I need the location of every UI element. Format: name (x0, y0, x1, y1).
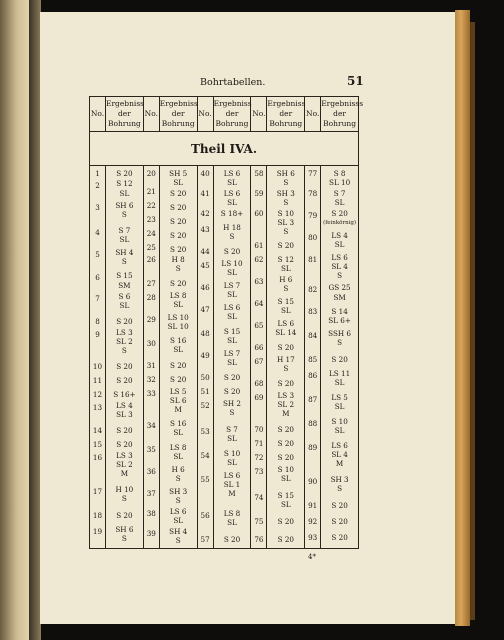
table-body-row (90, 166, 359, 545)
boring-result: LS 5 (331, 393, 348, 402)
boring-result: S 20 (277, 343, 294, 352)
page-number: 51 (347, 74, 364, 88)
boring-result: S 20 (116, 169, 133, 178)
boring-result: SL 2 (116, 460, 133, 469)
boring-result: SH 6 (115, 201, 134, 210)
header-no: No. (143, 97, 159, 132)
boring-result: S 8 (333, 169, 346, 178)
boring-result: S 20 (277, 241, 294, 250)
boring-result: S (337, 338, 343, 347)
boring-number: 88 (308, 419, 318, 428)
boring-number: 67 (254, 357, 264, 366)
boring-number: 62 (254, 255, 264, 264)
boring-result: S (229, 408, 235, 417)
boring-result: S 15 (223, 327, 241, 336)
boring-number: 76 (254, 535, 264, 544)
boring-number: 64 (254, 299, 264, 308)
boring-number: 91 (308, 501, 318, 510)
boring-number: 40 (200, 169, 210, 178)
boring-result: LS 11 (329, 369, 351, 378)
boring-result: SL (227, 434, 237, 443)
boring-result: SL (280, 474, 291, 483)
boring-result: SH 5 (169, 169, 188, 178)
boring-result: LS 5 (169, 387, 187, 396)
boring-result: S 12 (277, 255, 294, 264)
header-result: Ergebniss der Bohrung (106, 97, 144, 132)
header-no: No. (305, 97, 321, 132)
boring-result: SH 3 (169, 487, 188, 496)
boring-result: LS 6 (223, 303, 241, 312)
boring-result: SM (333, 293, 346, 302)
boring-number: 10 (92, 362, 103, 371)
boring-number: 2 (95, 181, 100, 190)
boring-result: LS 3 (116, 328, 133, 337)
boring-result: LS 7 (223, 281, 241, 290)
boring-number: 35 (146, 445, 156, 454)
boring-number: 58 (254, 169, 264, 178)
result-column (106, 166, 143, 544)
boring-result: S 7 (333, 189, 346, 198)
boring-result: S (283, 364, 289, 373)
boring-result: S 20 (277, 425, 294, 434)
boring-result: S 15 (277, 297, 294, 306)
boring-number: 20 (146, 169, 156, 178)
boring-result: S 7 (118, 226, 131, 235)
boring-number: 66 (254, 343, 264, 352)
boring-result: SL (227, 458, 237, 467)
header-result: Ergebniss der Bohrung (213, 97, 251, 132)
boring-result: LS 6 (223, 189, 241, 198)
boring-result: S 10 (277, 209, 294, 218)
boring-result: LS 4 (116, 401, 133, 410)
boring-number: 46 (200, 283, 210, 292)
boring-number: 43 (200, 225, 210, 234)
boring-number: 79 (308, 211, 318, 220)
boring-result: H 8 (171, 255, 185, 264)
boring-result: SL 10 (167, 322, 189, 331)
boring-number: 59 (254, 189, 264, 198)
page-stack-edge (455, 10, 470, 626)
boring-result: S (121, 534, 127, 543)
boring-result: SL (227, 198, 237, 207)
boring-result: S (175, 264, 181, 273)
boring-number: 87 (308, 395, 318, 404)
boring-number: 22 (146, 201, 156, 210)
boring-result: S 20 (277, 439, 294, 448)
boring-result: S 20 (331, 355, 348, 364)
boring-number: 30 (146, 339, 156, 348)
boring-result: SL 2 (277, 400, 295, 409)
boring-result: H 6 (279, 275, 293, 284)
boring-result: S 10 (223, 449, 241, 458)
boring-number: 32 (146, 375, 156, 384)
boring-result: S 12 (116, 179, 133, 188)
boring-number: 37 (146, 489, 156, 498)
boring-result: LS 4 (331, 231, 348, 240)
boring-result: SSH 6 (328, 329, 352, 338)
boring-result: SL (119, 301, 130, 310)
boring-result: LS 3 (277, 391, 295, 400)
number-column (144, 166, 159, 544)
boring-number: 1 (95, 169, 100, 178)
header-result: Ergebnisss der Bohrung (321, 97, 359, 132)
boring-number: 71 (254, 439, 264, 448)
boring-result: S 16 (170, 419, 187, 428)
boring-result: S 7 (226, 425, 238, 434)
boring-result: S 20 (116, 426, 133, 435)
boring-result: H 18 (223, 223, 241, 232)
boring-result: S 20 (170, 217, 187, 226)
boring-result: S (337, 271, 343, 280)
boring-result: S (283, 198, 289, 207)
boring-result: H 17 (276, 355, 295, 364)
table-header-row (90, 97, 359, 132)
boring-number: 89 (308, 443, 318, 452)
boring-number: 85 (308, 355, 318, 364)
boring-result: SL 14 (275, 328, 297, 337)
boring-result: S 20 (170, 189, 187, 198)
boring-result: S 20 (223, 247, 241, 256)
boring-number: 81 (308, 255, 318, 264)
boring-number: 9 (95, 330, 100, 339)
boring-result: SL (227, 358, 237, 367)
boring-result: SL 2 (116, 337, 133, 346)
boring-number: 53 (200, 427, 210, 436)
boring-result: S (121, 346, 127, 355)
boring-result: SL 6+ (328, 316, 351, 325)
boring-result: SM (118, 281, 131, 290)
number-column (305, 166, 320, 544)
boring-result: LS 6 (331, 441, 348, 450)
boring-number: 25 (146, 243, 156, 252)
boring-result: S (283, 284, 289, 293)
boring-result: S 18+ (220, 209, 244, 218)
boring-result: LS 7 (223, 349, 241, 358)
boring-result: SL 1 (223, 480, 241, 489)
header-no: No. (90, 97, 106, 132)
boring-result: LS 10 (167, 313, 189, 322)
boring-number: 5 (95, 250, 100, 259)
boring-result: SL (227, 518, 237, 527)
boring-number: 42 (200, 209, 210, 218)
boring-result: S 20 (116, 362, 133, 371)
boring-result: S 10 (277, 465, 294, 474)
boring-result: SH 3 (330, 475, 349, 484)
boring-result: S 20 (116, 317, 133, 326)
boring-result: M (282, 409, 290, 418)
boring-result: SL (334, 378, 345, 387)
boring-number: 8 (95, 317, 100, 326)
boring-result: LS 6 (331, 253, 348, 262)
boring-number: 11 (92, 376, 103, 385)
boring-result: M (228, 489, 236, 498)
boring-result: S 20 (277, 535, 294, 544)
boring-number: 84 (308, 331, 318, 340)
boring-result: SH 4 (169, 527, 188, 536)
boring-result: S (283, 227, 289, 236)
boring-number: 28 (146, 293, 156, 302)
boring-number: 92 (308, 517, 318, 526)
boring-number: 17 (92, 487, 103, 496)
boring-number: 65 (254, 321, 264, 330)
signature-mark: 4* (308, 553, 316, 561)
boring-number: 49 (200, 351, 210, 360)
boring-result: SL 4 (331, 450, 348, 459)
number-column (90, 166, 105, 544)
boring-result: SL (334, 240, 345, 249)
boring-result: LS 6 (277, 319, 295, 328)
boring-result: S (229, 232, 235, 241)
boring-number: 70 (254, 425, 264, 434)
boring-number: 19 (92, 527, 103, 536)
boring-number: 52 (200, 401, 210, 410)
section-title: Theil IVA. (90, 132, 359, 166)
boring-result: SL (173, 452, 184, 461)
cover-edge (470, 22, 475, 620)
boring-number: 23 (146, 215, 156, 224)
boring-number: 27 (146, 279, 156, 288)
boring-result: S (175, 474, 181, 483)
boring-result: LS 10 (221, 259, 243, 268)
boring-result: S 16 (170, 336, 187, 345)
boring-result: SL (227, 336, 237, 345)
boring-number: 3 (95, 203, 100, 212)
boring-result: SL (334, 198, 345, 207)
boring-number: 56 (200, 511, 210, 520)
boring-result: SH 6 (115, 525, 134, 534)
boring-result: S 10 (331, 417, 348, 426)
boring-number: 90 (308, 477, 318, 486)
boring-result: S 20 (116, 376, 133, 385)
boring-number: 31 (146, 361, 156, 370)
boring-number: 82 (308, 285, 318, 294)
boring-result: S 14 (331, 307, 348, 316)
boring-number: 78 (308, 189, 318, 198)
header-no: No. (197, 97, 213, 132)
boring-result: LS 6 (223, 169, 241, 178)
boring-result: SH 2 (222, 399, 242, 408)
boring-number: 73 (254, 467, 264, 476)
boring-result: LS 8 (169, 443, 187, 452)
boring-table (89, 96, 364, 549)
boring-result: LS 6 (223, 471, 241, 480)
boring-result: S 20 (223, 387, 241, 396)
boring-number: 6 (95, 273, 100, 282)
boring-result: SL 4 (331, 262, 348, 271)
boring-number: 21 (146, 187, 156, 196)
boring-result: SL (173, 345, 184, 354)
boring-number: 4 (95, 228, 100, 237)
boring-number: 33 (146, 389, 156, 398)
boring-number: 51 (200, 387, 210, 396)
boring-result: LS 3 (116, 451, 133, 460)
boring-result: S 20 (170, 231, 187, 240)
boring-result: S 6 (118, 292, 131, 301)
boring-number: 72 (254, 453, 264, 462)
boring-result: S 20 (277, 517, 294, 526)
running-title: Bohrtabellen. (200, 77, 266, 88)
boring-result: S 20 (170, 245, 187, 254)
boring-number: 47 (200, 305, 210, 314)
boring-result: S 20 (331, 501, 348, 510)
boring-number: 13 (92, 403, 103, 412)
boring-number: 75 (254, 517, 264, 526)
boring-result: SL (173, 516, 184, 525)
boring-result: SL 3 (116, 410, 133, 419)
boring-number: 93 (308, 533, 318, 542)
boring-number: 16 (92, 453, 103, 462)
boring-result: SL 10 (329, 178, 351, 187)
facing-page-edge (0, 0, 30, 640)
boring-number: 68 (254, 379, 264, 388)
boring-result: M (120, 469, 129, 478)
boring-result: S 20 (170, 361, 187, 370)
boring-result: LS 8 (223, 509, 241, 518)
boring-number: 36 (146, 467, 156, 476)
boring-number: 44 (200, 247, 210, 256)
boring-result: S (121, 494, 127, 503)
result-column (160, 166, 197, 544)
number-column (251, 166, 266, 544)
boring-result: SH 3 (276, 189, 295, 198)
boring-result: LS 6 (169, 507, 187, 516)
boring-result: SH 6 (276, 169, 295, 178)
header-result: Ergebniss der Bohrung (267, 97, 305, 132)
boring-result: S (121, 210, 127, 219)
boring-result: H 6 (171, 465, 185, 474)
boring-result: S 20 (223, 373, 241, 382)
boring-number: 77 (308, 169, 318, 178)
result-column (267, 166, 304, 544)
boring-result: S 20 (277, 379, 294, 388)
boring-result: SL (227, 290, 237, 299)
boring-result: S (175, 536, 181, 545)
boring-result: LS 8 (169, 291, 187, 300)
boring-number: 41 (200, 189, 210, 198)
boring-result: SL (334, 402, 345, 411)
boring-number: 34 (146, 421, 156, 430)
boring-number: 39 (146, 529, 156, 538)
boring-result: SL (334, 426, 345, 435)
boring-result: S 20 (331, 533, 348, 542)
boring-number: 63 (254, 277, 264, 286)
boring-result: SH 4 (115, 248, 134, 257)
boring-result: S 20 (116, 511, 133, 520)
boring-number: 60 (254, 209, 264, 218)
boring-number: 74 (254, 493, 264, 502)
boring-result: SL (119, 189, 130, 198)
boring-number: 26 (146, 255, 156, 264)
boring-number: 55 (200, 475, 210, 484)
boring-result: SL 6 (169, 396, 187, 405)
boring-result: S 20 (116, 440, 133, 449)
boring-number: 12 (92, 390, 103, 399)
boring-result: S 16+ (113, 390, 136, 399)
boring-result: S 20 (277, 453, 294, 462)
boring-result: M (335, 459, 344, 468)
boring-result: M (174, 405, 182, 414)
boring-number: 45 (200, 261, 210, 270)
boring-number: 14 (92, 426, 103, 435)
boring-result: S 20 (170, 203, 187, 212)
boring-result: SL (173, 300, 184, 309)
boring-result: S 20 (223, 535, 241, 544)
boring-result: S (175, 496, 181, 505)
boring-result: S 20 (170, 375, 187, 384)
boring-number: 83 (308, 307, 318, 316)
boring-number: 50 (200, 373, 210, 382)
boring-number: 57 (200, 535, 210, 544)
boring-result: S (121, 257, 127, 266)
boring-result: S 15 (116, 271, 133, 280)
boring-result: SL (280, 264, 291, 273)
boring-number: 54 (200, 451, 210, 460)
boring-result: S 20 (331, 517, 348, 526)
boring-result: SL (280, 500, 291, 509)
boring-result: SL (119, 235, 130, 244)
boring-result: S 20 (331, 209, 348, 218)
boring-result: (feinkörnig) (323, 220, 357, 226)
boring-number: 24 (146, 229, 156, 238)
boring-result: SL (280, 306, 291, 315)
boring-result: SL (227, 312, 237, 321)
boring-number: 29 (146, 315, 156, 324)
boring-number: 15 (92, 440, 103, 449)
boring-number: 61 (254, 241, 264, 250)
boring-result: S 20 (170, 279, 187, 288)
header-result: Ergebniss der Bohrung (159, 97, 197, 132)
boring-result: SL (227, 178, 237, 187)
number-column (198, 166, 213, 544)
boring-number: 7 (95, 294, 100, 303)
boring-result: S 15 (277, 491, 294, 500)
boring-result: SL (173, 178, 184, 187)
result-column (214, 166, 251, 544)
boring-number: 18 (92, 511, 103, 520)
header-no: No. (251, 97, 267, 132)
boring-result: SL (173, 428, 184, 437)
boring-number: 69 (254, 393, 264, 402)
boring-result: S (337, 484, 343, 493)
boring-number: 80 (308, 233, 318, 242)
boring-result: SL 3 (277, 218, 295, 227)
boring-result: S (283, 178, 289, 187)
result-column (321, 166, 358, 544)
boring-number: 86 (308, 371, 318, 380)
boring-number: 38 (146, 509, 156, 518)
boring-number: 48 (200, 329, 210, 338)
boring-result: GS 25 (328, 283, 351, 292)
boring-result: H 10 (115, 485, 134, 494)
boring-result: SL (227, 268, 237, 277)
